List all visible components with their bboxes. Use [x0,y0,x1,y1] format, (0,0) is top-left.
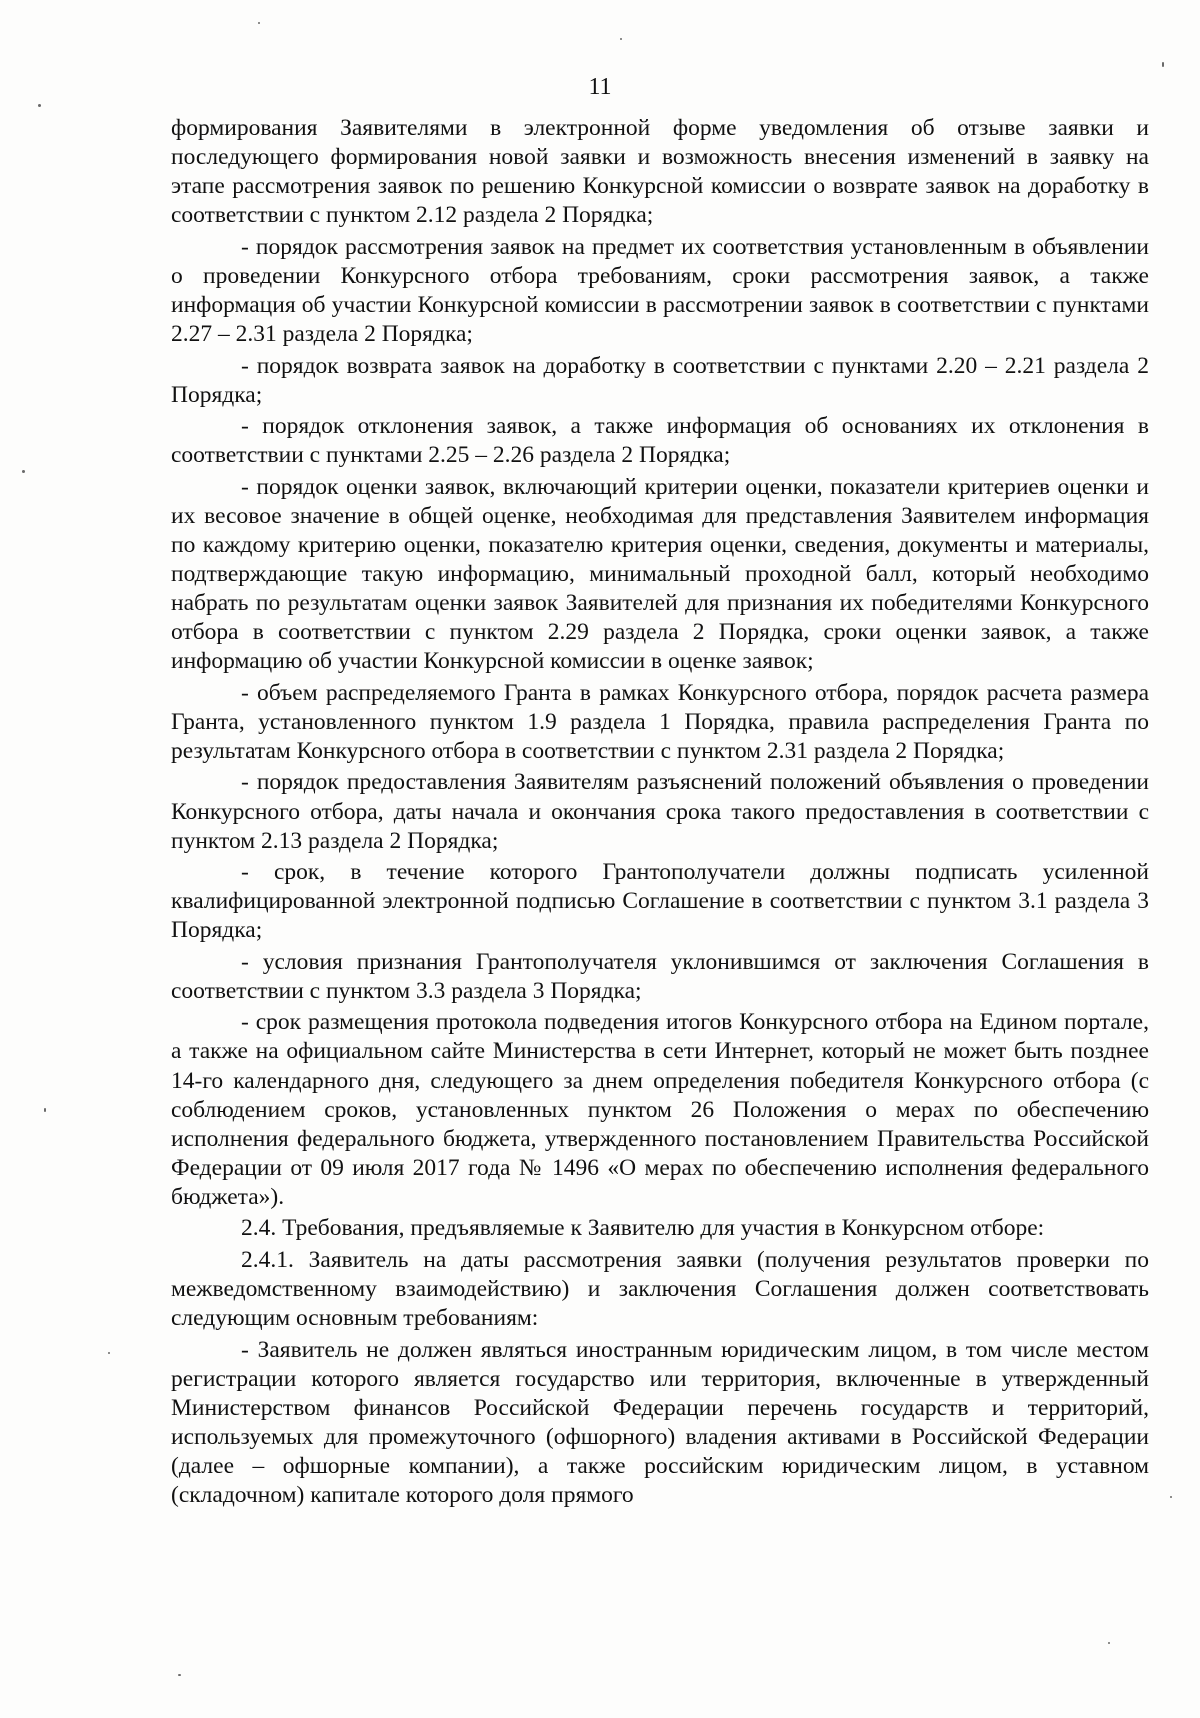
paragraph-continuation: формирования Заявителями в электронной форме уведомления об отзыве заявки и последующего формирования новой заявки и возможность внесения изменений в заявку на этапе рассмотрения заявок по решению Конкурсной комиссии о возврате заявок на доработку в соответствии с пунктом 2.12 раздела 2 Порядка; [171,115,1149,229]
paragraph-evaluation-procedure: - порядок оценки заявок, включающий критерии оценки, показатели критериев оценки и их весовое значение в общей оценке, необходимая для представления Заявителем информация по каждому критерию оценки, показателю критерия оценки, сведения, документы и материалы, подтверждающие такую информацию, минимальный проходной балл, который необходимо набрать по результатам оценки заявок Заявителей для признания их победителями Конкурсного отбора в соответствии с пунктом 2.29 раздела 2 Порядка, сроки оценки заявок, а также информацию об участии Конкурсной комиссии в оценке заявок; [171,473,1149,675]
scan-speck [44,1108,46,1112]
scan-speck [1108,1642,1110,1644]
paragraph-section-2-4-1: 2.4.1. Заявитель на даты рассмотрения заявки (получения результатов проверки по межведомственному взаимодействию) и заключения Соглашения должен соответствовать следующим основным требованиям: [171,1246,1149,1332]
paragraph-return-procedure: - порядок возврата заявок на доработку в соответствии с пунктами 2.20 – 2.21 раздела 2 Порядка; [171,352,1149,408]
paragraph-protocol-term: - срок размещения протокола подведения итогов Конкурсного отбора на Едином портале, а также на официальном сайте Министерства в сети Интернет, который не может быть позднее 14-го календарного дня, следующего за днем определения победителя Конкурсного отбора (с соблюдением сроков, установленных пунктом 26 Положения о мерах по обеспечению исполнения федерального бюджета, утвержденного постановлением Правительства Российской Федерации от 09 июля 2017 года № 1496 «О мерах по обеспечению исполнения федерального бюджета»). [171,1009,1149,1210]
scan-speck [620,38,622,40]
scan-speck [108,1352,110,1354]
paragraph-section-2-4: 2.4. Требования, предъявляемые к Заявителю для участия в Конкурсном отборе: [241,1215,1045,1242]
scan-speck [22,470,25,473]
scan-speck [178,1674,181,1676]
paragraph-grant-volume: - объем распределяемого Гранта в рамках Конкурсного отбора, порядок расчета размера Гранта, установленного пунктом 1.9 раздела 1 Порядка, правила распределения Гранта по результатам Конкурсного отбора в соответствии с пунктом 2.31 раздела 2 Порядка; [171,679,1149,764]
document-body [171,114,1149,1512]
scan-speck [1170,1496,1172,1498]
paragraph-clarifications: - порядок предоставления Заявителям разъяснений положений объявления о проведении Конкурсного отбора, даты начала и окончания срока такого предоставления в соответствии с пунктом 2.13 раздела 2 Порядка; [171,769,1149,854]
paragraph-review-procedure: - порядок рассмотрения заявок на предмет их соответствия установленным в объявлении о проведении Конкурсного отбора требованиям, сроки рассмотрения заявок, а также информация об участии Конкурсной комиссии в рассмотрении заявок в соответствии с пунктами 2.27 – 2.31 раздела 2 Порядка; [171,233,1149,348]
paragraph-foreign-entity-requirement: - Заявитель не должен являться иностранным юридическим лицом, в том числе местом регистрации которого является государство или территория, включенные в утвержденный Министерством финансов Российской Федерации перечень государств и территорий, используемых для промежуточного (офшорного) владения активами в Российской Федерации (далее – офшорные компании), а также российским юридическим лицом, в уставном (складочном) капитале которого доля прямого [171,1336,1149,1508]
scan-speck [1162,62,1164,67]
scan-speck [258,22,260,24]
scan-speck [38,104,41,107]
paragraph-rejection-procedure: - порядок отклонения заявок, а также информация об основаниях их отклонения в соответствии с пунктами 2.25 – 2.26 раздела 2 Порядка; [171,413,1149,469]
paragraph-evasion-conditions: - условия признания Грантополучателя уклонившимся от заключения Соглашения в соответствии с пунктом 3.3 раздела 3 Порядка; [171,948,1149,1004]
paragraph-signing-term: - срок, в течение которого Грантополучатели должны подписать усиленной квалифицированной электронной подписью Соглашение в соответствии с пунктом 3.1 раздела 3 Порядка; [171,859,1149,944]
page-number: 11 [588,74,612,100]
